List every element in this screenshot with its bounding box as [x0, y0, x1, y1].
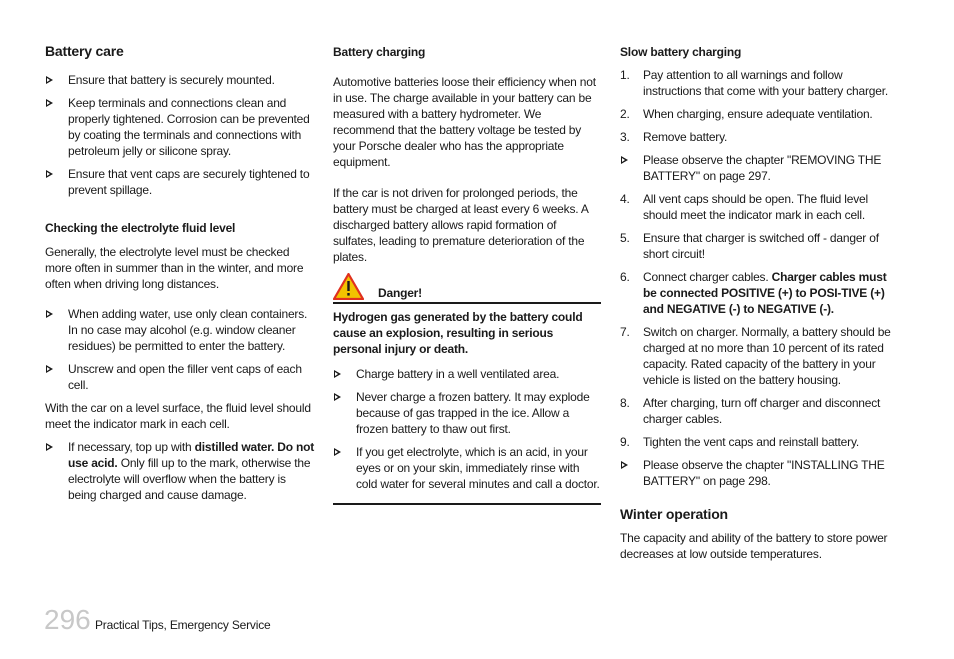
list-item: Ensure that vent caps are securely tightened to prevent spillage. [45, 166, 317, 198]
triangle-bullet-icon [46, 170, 53, 178]
step-item: 4. All vent caps should be open. The fluid level should meet the indicator mark in each cell. [620, 192, 868, 222]
page-number: 296 [44, 604, 91, 635]
triangle-bullet-icon [46, 365, 53, 373]
list-item: Unscrew and open the filler vent caps of each cell. [45, 361, 317, 393]
paragraph: If the car is not driven for prolonged periods, the battery must be charged at least every 6 weeks. A discharged battery allows rapid formation of sulfates, leading to premature deterioration of the plates. [333, 186, 589, 264]
subheading-electrolyte: Checking the electrolyte fluid level [45, 221, 236, 235]
list-item: If necessary, top up with distilled water. Do not use acid. Only fill up to the mark, otherwise the electrolyte will overflow when the battery is being charged and cause damage. [45, 439, 317, 503]
triangle-bullet-icon [621, 461, 628, 469]
heading-battery-care: Battery care [45, 43, 124, 59]
section-title: Practical Tips, Emergency Service [95, 618, 271, 632]
triangle-bullet-icon [46, 99, 53, 107]
list-item: Please observe the chapter "INSTALLING THE BATTERY" on page 298. [620, 457, 892, 489]
list-item: When adding water, use only clean containers. In no case may alcohol (e.g. window cleaner residues) be permitted to enter the battery. [45, 306, 317, 354]
step-item: 2. When charging, ensure adequate ventilation. [620, 107, 873, 121]
danger-header [333, 273, 601, 304]
heading-winter-operation: Winter operation [620, 506, 728, 522]
danger-lead: Hydrogen gas generated by the battery could cause an explosion, resulting in serious personal injury or death. [333, 310, 583, 356]
triangle-bullet-icon [46, 310, 53, 318]
triangle-bullet-icon [334, 393, 341, 401]
step-item: 9. Tighten the vent caps and reinstall battery. [620, 435, 859, 449]
step-item: 3. Remove battery. [620, 130, 728, 144]
paragraph: Generally, the electrolyte level must be checked more often in summer than in the winter, and more often when driving long distances. [45, 245, 304, 291]
triangle-bullet-icon [46, 76, 53, 84]
step-item: 5. Ensure that charger is switched off - danger of short circuit! [620, 231, 879, 261]
danger-label: Danger! [378, 286, 422, 300]
paragraph: Automotive batteries loose their efficiency when not in use. The charge available in your battery can be measured with a battery hydrometer. We recommend that the battery voltage be tested by your Porsche dealer who has the appropriate equipment. [333, 75, 596, 169]
column-battery-care [45, 42, 317, 510]
danger-box [333, 273, 601, 505]
column-battery-charging [333, 42, 601, 505]
heading-battery-charging: Battery charging [333, 45, 426, 59]
step-item: 6. Connect charger cables. Charger cables must be connected POSITIVE (+) to POSI-TIVE (+) and NEGATIVE (-) to NEGATIVE (-). [620, 270, 887, 316]
step-item: 7. Switch on charger. Normally, a battery should be charged at no more than 10 percent of its rated capacity. Rated capacity of the battery in your vehicle is listed on the battery housing. [620, 325, 891, 387]
warning-triangle-icon [333, 273, 364, 300]
heading-slow-charging: Slow battery charging [620, 45, 742, 59]
list-item: Never charge a frozen battery. It may explode because of gas trapped in the ice. Allow a frozen battery to thaw out first. [333, 389, 601, 437]
column-slow-charging [620, 42, 892, 569]
step-item: 8. After charging, turn off charger and disconnect charger cables. [620, 396, 881, 426]
triangle-bullet-icon [334, 448, 341, 456]
list-item: If you get electrolyte, which is an acid, in your eyes or on your skin, immediately rinse with cold water for several minutes and call a doctor. [333, 444, 601, 492]
paragraph: The capacity and ability of the battery to store power decreases at low outside temperatures. [620, 531, 888, 561]
step-item: 1. Pay attention to all warnings and follow instructions that come with your battery charger. [620, 68, 888, 98]
paragraph: With the car on a level surface, the fluid level should meet the indicator mark in each cell. [45, 401, 311, 431]
triangle-bullet-icon [334, 370, 341, 378]
list-item: Keep terminals and connections clean and properly tightened. Corrosion can be prevented by coating the terminals and connections with petroleum jelly or silicone spray. [45, 95, 317, 159]
list-item: Charge battery in a well ventilated area. [333, 366, 601, 382]
triangle-bullet-icon [621, 156, 628, 164]
list-item: Ensure that battery is securely mounted. [45, 72, 317, 88]
list-item: Please observe the chapter "REMOVING THE BATTERY" on page 297. [620, 152, 892, 184]
triangle-bullet-icon [46, 443, 53, 451]
